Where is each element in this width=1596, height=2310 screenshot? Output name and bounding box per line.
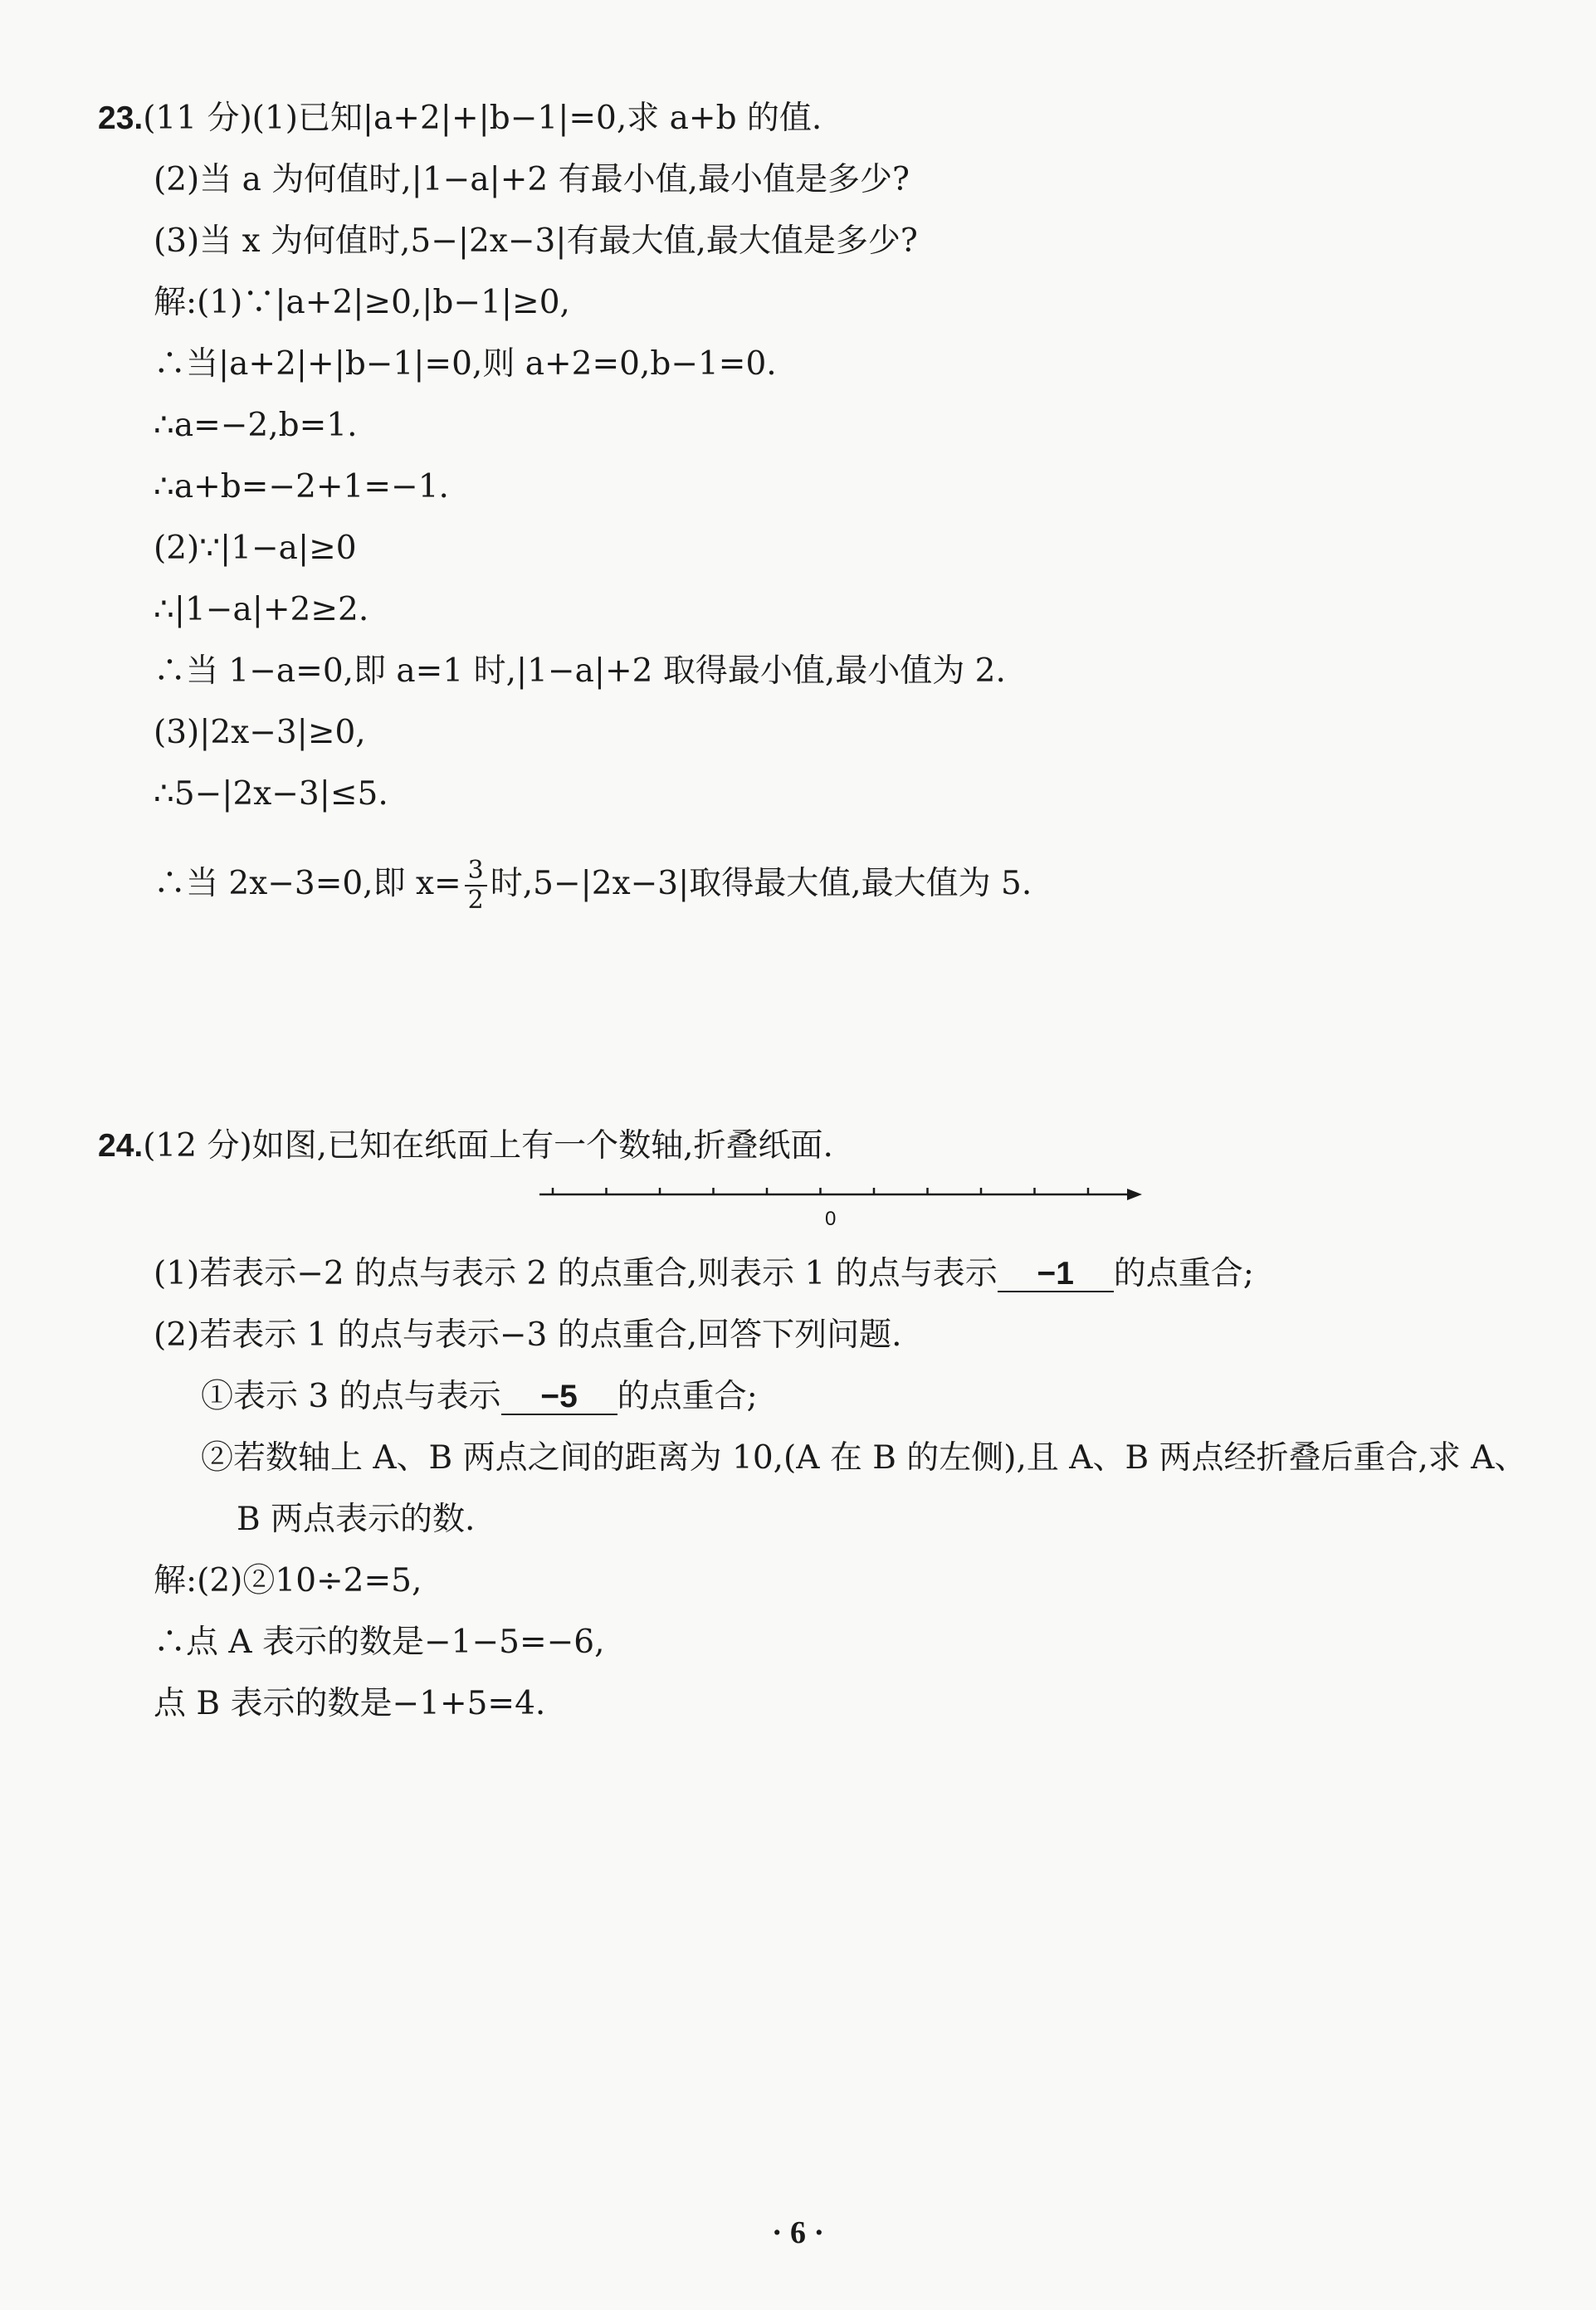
fraction: [465, 857, 487, 915]
q24-part2-1: [201, 1378, 758, 1416]
q24-part2-1-prefix: ①表示 3 的点与表示: [201, 1378, 501, 1415]
q24-header-text: (12 分)如图,已知在纸面上有一个数轴,折叠纸面.: [143, 1127, 833, 1165]
number-line-arrow: [1127, 1189, 1142, 1200]
page-number: · 6 ·: [771, 2215, 825, 2250]
q24-number: 24.: [98, 1128, 144, 1164]
q23-part3: (3)当 x 为何值时,5−|2x−3|有最大值,最大值是多少?: [154, 222, 918, 260]
q23-solution-line: ∴当 1−a=0,即 a=1 时,|1−a|+2 取得最小值,最小值为 2.: [154, 652, 1006, 690]
q24-header: [98, 1127, 833, 1165]
q23-last-prefix: ∴当 2x−3=0,即 x=: [154, 865, 461, 902]
q24-part1-prefix: (1)若表示−2 的点与表示 2 的点重合,则表示 1 的点与表示: [154, 1255, 998, 1292]
q24-solution-line: 解:(2)②10÷2=5,: [154, 1562, 422, 1599]
q24-part2-1-answer-blank: −5: [501, 1380, 617, 1415]
q24-part1: [154, 1255, 1254, 1293]
q24-part2-1-suffix: 的点重合;: [617, 1378, 758, 1415]
fraction-numerator: 3: [467, 856, 484, 885]
q23-header: [98, 100, 822, 138]
fraction-denominator: 2: [465, 885, 487, 915]
number-line-zero-label: 0: [825, 1208, 837, 1230]
q23-solution-line: ∴a+b=−2+1=−1.: [154, 468, 449, 505]
q24-part2: (2)若表示 1 的点与表示−3 的点重合,回答下列问题.: [154, 1316, 902, 1354]
q23-solution-line: 解:(1)∵|a+2|≥0,|b−1|≥0,: [154, 284, 570, 321]
q23-solution-line: (3)|2x−3|≥0,: [154, 714, 366, 751]
q23-last-suffix: 时,5−|2x−3|取得最大值,最大值为 5.: [490, 865, 1032, 902]
q23-solution-line: ∴当|a+2|+|b−1|=0,则 a+2=0,b−1=0.: [154, 345, 777, 383]
q24-solution-line: ∴点 A 表示的数是−1−5=−6,: [154, 1624, 605, 1661]
q23-solution-last: [154, 855, 1032, 913]
q23-part2: (2)当 a 为何值时,|1−a|+2 有最小值,最小值是多少?: [154, 161, 910, 198]
q23-solution-line: (2)∵|1−a|≥0: [154, 530, 357, 567]
q23-number: 23.: [98, 100, 144, 136]
q24-part1-answer-blank: −1: [998, 1258, 1114, 1292]
q23-solution-line: ∴5−|2x−3|≤5.: [154, 775, 388, 813]
q24-part2-2-line2: B 两点表示的数.: [237, 1501, 476, 1538]
number-line: [539, 1184, 1142, 1205]
q24-part1-suffix: 的点重合;: [1113, 1255, 1254, 1292]
q23-solution-line: ∴|1−a|+2≥2.: [154, 591, 369, 628]
q23-solution-line: ∴a=−2,b=1.: [154, 407, 358, 444]
q23-header-text: (11 分)(1)已知|a+2|+|b−1|=0,求 a+b 的值.: [143, 100, 822, 137]
q24-solution-line: 点 B 表示的数是−1+5=4.: [154, 1685, 546, 1722]
q24-part2-2-line1: ②若数轴上 A、B 两点之间的距离为 10,(A 在 B 的左侧),且 A、B 两点经折叠后重合,求 A、: [201, 1439, 1527, 1477]
